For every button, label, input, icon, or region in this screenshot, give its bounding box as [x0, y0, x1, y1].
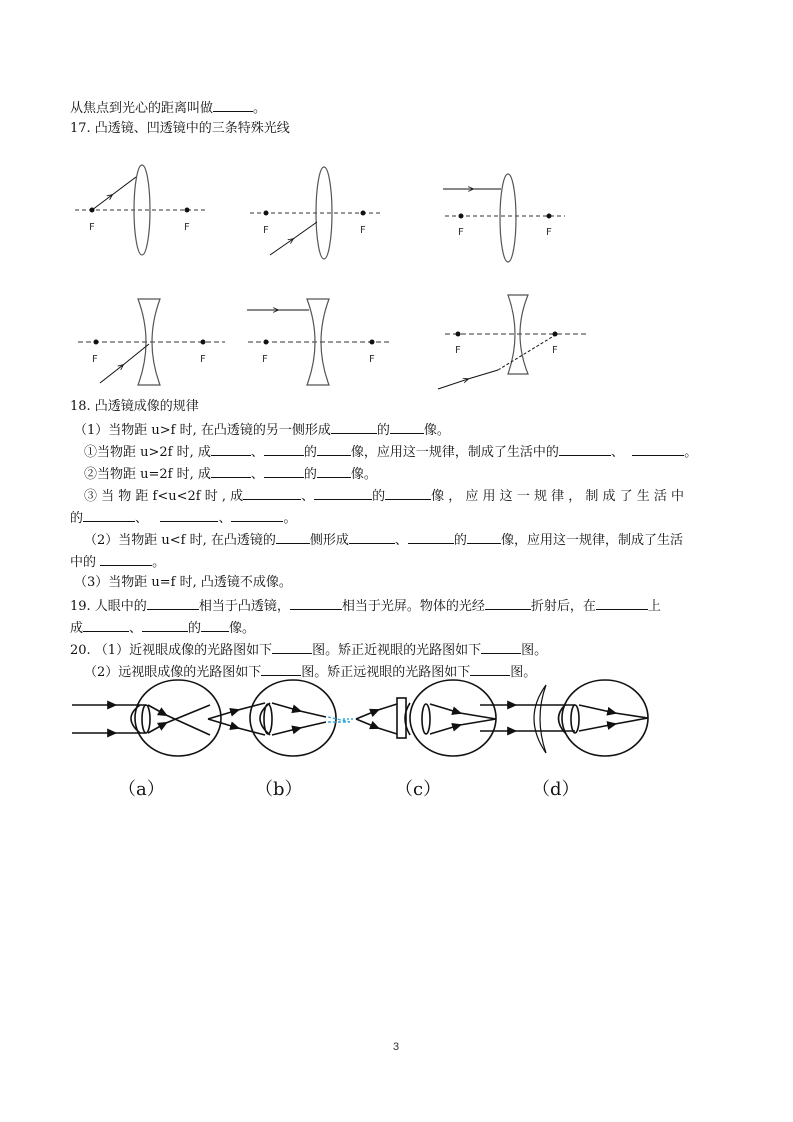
convex-diagram-center-ray	[250, 167, 380, 259]
convex-diagram-focus-ray	[75, 165, 205, 255]
answer-blank[interactable]	[559, 442, 611, 456]
text: 的	[303, 445, 317, 460]
text: 的	[376, 423, 390, 438]
text: 像。	[423, 423, 450, 438]
text: 像，应用这一规律，制成了生活中的	[350, 445, 559, 460]
q18-case3-cont	[70, 508, 296, 528]
text: 像，应用这一规律，制成了生活	[500, 533, 683, 548]
answer-blank[interactable]	[213, 98, 253, 112]
text: 。	[283, 511, 297, 526]
text: 。	[152, 555, 166, 570]
answer-blank[interactable]	[83, 618, 129, 632]
svg-text:F: F	[360, 225, 366, 236]
answer-blank[interactable]	[290, 596, 342, 610]
concave-diagram-parallel-ray	[247, 299, 390, 385]
text: ②当物距 u=2f 时, 成	[84, 467, 211, 482]
text: 的	[70, 511, 84, 526]
q18-case3	[84, 486, 684, 506]
text: 像。	[350, 467, 377, 482]
intro-line	[70, 98, 266, 118]
answer-blank[interactable]	[243, 486, 301, 500]
text: 的	[453, 533, 467, 548]
concave-diagram-center-ray	[78, 299, 225, 385]
text: 、	[394, 533, 408, 548]
answer-blank[interactable]	[390, 420, 424, 434]
answer-blank[interactable]	[632, 442, 684, 456]
text: 、	[135, 511, 149, 526]
q18-part2-cont	[70, 552, 165, 572]
answer-blank[interactable]	[408, 530, 454, 544]
eye-caption-a: （a）	[118, 779, 165, 800]
text: 、	[129, 621, 143, 636]
text: 19. 人眼中的	[70, 599, 147, 614]
eye-diagram-d	[480, 680, 648, 756]
text: 中的	[70, 555, 97, 570]
answer-blank[interactable]	[201, 618, 229, 632]
answer-blank[interactable]	[261, 662, 301, 676]
text: 20. （1）近视眼成像的光路图如下	[70, 643, 273, 658]
svg-text:F: F	[369, 354, 375, 365]
eye-diagram-a	[72, 680, 221, 756]
answer-blank[interactable]	[264, 442, 304, 456]
convex-lens-diagrams	[60, 155, 600, 265]
text: 相当于凸透镜，	[198, 599, 290, 614]
text: ③ 当 物 距 f<u<2f 时 , 成	[84, 489, 244, 504]
eye-diagram-b	[208, 680, 350, 756]
text: 的	[372, 489, 386, 504]
q18-case1	[84, 442, 697, 462]
text: 图。	[510, 665, 537, 680]
q18-part2	[84, 530, 683, 550]
question-17-title: 17. 凸透镜、凹透镜中的三条特殊光线	[70, 121, 290, 136]
concave-lens-diagrams	[60, 285, 600, 395]
text: 图。矫正远视眼的光路图如下	[301, 665, 471, 680]
svg-text:F: F	[552, 345, 558, 356]
q18-part1	[74, 420, 450, 440]
text: （2）远视眼成像的光路图如下	[84, 665, 262, 680]
answer-blank[interactable]	[485, 596, 531, 610]
answer-blank[interactable]	[470, 662, 510, 676]
question-19-line2	[70, 618, 255, 638]
eye-caption-c: （c）	[395, 779, 442, 800]
text: 成	[70, 621, 84, 636]
answer-blank[interactable]	[160, 508, 218, 522]
answer-blank[interactable]	[314, 486, 372, 500]
text: 、	[250, 467, 264, 482]
text: 侧形成	[309, 533, 349, 548]
eye-caption-b: （b）	[255, 779, 303, 800]
svg-text:F: F	[92, 354, 98, 365]
text: 相当于光屏。物体的光经	[341, 599, 485, 614]
punct: 。	[253, 101, 267, 116]
text: 折射后，在	[530, 599, 596, 614]
answer-blank[interactable]	[467, 530, 501, 544]
svg-text:F: F	[184, 222, 190, 233]
svg-text:F: F	[263, 225, 269, 236]
answer-blank[interactable]	[147, 596, 199, 610]
answer-blank[interactable]	[317, 464, 351, 478]
answer-blank[interactable]	[231, 508, 283, 522]
answer-blank[interactable]	[331, 420, 377, 434]
answer-blank[interactable]	[83, 508, 135, 522]
svg-text:F: F	[200, 354, 206, 365]
text: 。	[684, 445, 698, 460]
eye-caption-d: （d）	[532, 779, 580, 800]
text: 、	[218, 511, 232, 526]
answer-blank[interactable]	[142, 618, 188, 632]
text: 的	[303, 467, 317, 482]
answer-blank[interactable]	[211, 442, 251, 456]
eye-diagrams	[60, 675, 660, 775]
text: 像 ， 应 用 这 一 规 律 ， 制 成 了 生 活 中	[431, 489, 685, 504]
intro-text: 从焦点到光心的距离叫做	[70, 101, 214, 116]
svg-text:F: F	[458, 227, 464, 238]
answer-blank[interactable]	[211, 464, 251, 478]
answer-blank[interactable]	[100, 552, 152, 566]
answer-blank[interactable]	[596, 596, 648, 610]
text: 的	[188, 621, 202, 636]
text: 上	[647, 599, 661, 614]
text: （1）当物距 u>f 时, 在凸透镜的另一侧形成	[74, 423, 331, 438]
eye-diagram-c	[343, 680, 496, 756]
q18-case2	[84, 464, 377, 484]
text: 、	[610, 445, 624, 460]
answer-blank[interactable]	[481, 640, 521, 654]
question-20-line1	[70, 640, 547, 660]
answer-blank[interactable]	[264, 464, 304, 478]
concave-diagram-focus-ray	[438, 295, 588, 389]
text: 、	[301, 489, 315, 504]
text: 、	[250, 445, 264, 460]
question-18-title: 18. 凸透镜成像的规律	[70, 399, 199, 414]
question-19-line1	[70, 596, 661, 616]
text: ①当物距 u>2f 时, 成	[84, 445, 211, 460]
text: 图。	[521, 643, 548, 658]
convex-diagram-parallel-ray	[443, 174, 565, 262]
answer-blank[interactable]	[385, 486, 431, 500]
text: （2）当物距 u<f 时, 在凸透镜的	[84, 533, 276, 548]
text: 像。	[229, 621, 256, 636]
answer-blank[interactable]	[276, 530, 310, 544]
text: 图。矫正近视眼的光路图如下	[312, 643, 482, 658]
answer-blank[interactable]	[349, 530, 395, 544]
svg-text:F: F	[89, 222, 95, 233]
page-number: 3	[393, 1041, 400, 1053]
answer-blank[interactable]	[317, 442, 351, 456]
svg-text:F: F	[262, 354, 268, 365]
q18-part3: （3）当物距 u=f 时, 凸透镜不成像。	[74, 575, 292, 590]
svg-text:F: F	[455, 345, 461, 356]
svg-text:F: F	[546, 227, 552, 238]
answer-blank[interactable]	[272, 640, 312, 654]
